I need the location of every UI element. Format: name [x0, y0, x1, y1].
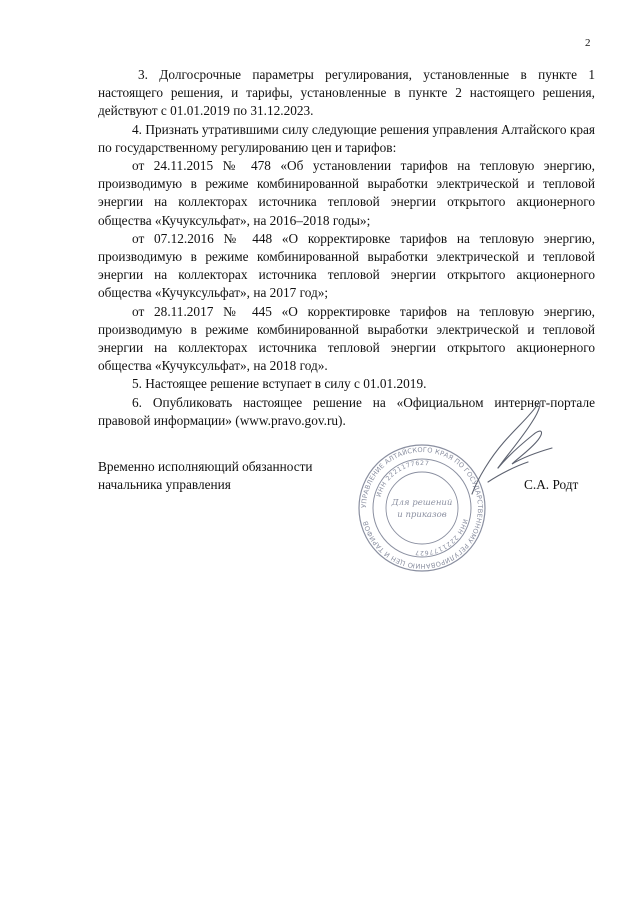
signature-block — [98, 445, 595, 598]
document-body — [98, 66, 595, 430]
stamp-outer-text: УПРАВЛЕНИЕ АЛТАЙСКОГО КРАЯ ПО ГОСУДАРСТВЕННОМУ РЕГУЛИРОВАНИЮ ЦЕН И ТАРИФОВ — [359, 445, 485, 571]
stamp-center-line-1: Для решений — [391, 498, 453, 508]
signer-name: С.А. Родт — [524, 477, 579, 492]
stamp-inn-text: ИНН 2221177627 — [375, 459, 430, 498]
page-number: 2 — [585, 37, 591, 49]
stamp-inn-text-repeat: ИНН 2221177627 — [414, 518, 469, 557]
signer-position: Временно исполняющий обязанности начальника управления — [98, 459, 313, 493]
repealed-decision-448: от 07.12.2016 № 448 «О корректировке тарифов на тепловую энергию, производимую в режиме комбинированной выработки электрической и тепловой энергии на коллекторах источника тепловой энергии открытого акционерного общества «Кучуксульфат», на 2017 год»; — [98, 230, 595, 301]
repealed-decision-478: от 24.11.2015 № 478 «Об установлении тарифов на тепловую энергию, производимую в режиме комбинированной выработки электрической и тепловой энергии на коллекторах источника тепловой энергии открытого акционерного общества «Кучуксульфат», на 2016–2018 годы»; — [98, 158, 595, 228]
paragraph-6: 6. Опубликовать настоящее решение на «Официальном интернет-портале правовой информации» (www.pravo.gov.ru). — [98, 394, 595, 428]
repealed-decision-445: от 28.11.2017 № 445 «О корректировке тарифов на тепловую энергию, производимую в режиме комбинированной выработки электрической и тепловой энергии на коллекторах источника тепловой энергии открытого акционерного общества «Кучуксульфат», на 2018 год». — [98, 303, 595, 374]
paragraph-5: 5. Настоящее решение вступает в силу с 01.01.2019. — [132, 376, 427, 392]
paragraph-4: 4. Признать утратившими силу следующие решения управления Алтайского края по государственному регулированию цен и тарифов: — [98, 121, 595, 155]
paragraph-3: 3. Долгосрочные параметры регулирования, установленные в пункте 1 настоящего решения, и тарифы, установленные в пункте 2 настоящего решения, действуют с 01.01.2019 по 31.12.2023. — [98, 67, 595, 119]
stamp-center-line-2: и приказов — [397, 510, 447, 520]
